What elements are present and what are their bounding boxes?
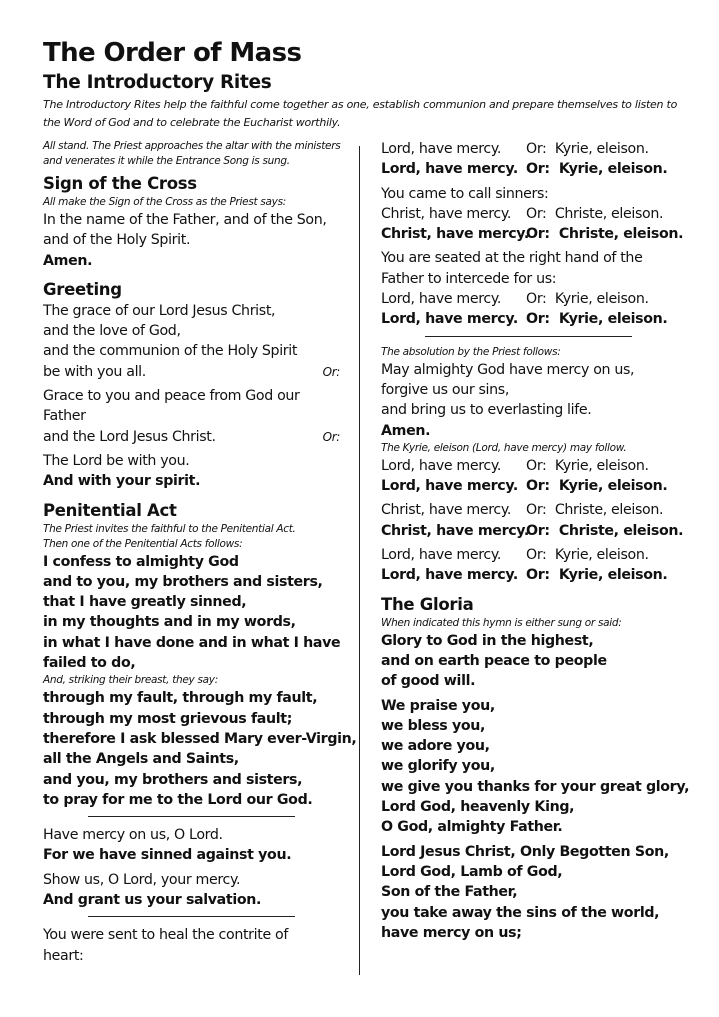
heading-penitential-act: Penitential Act bbox=[43, 500, 177, 520]
text-line: and the communion of the Holy Spirit bbox=[43, 343, 298, 360]
text-line: heart: bbox=[43, 947, 84, 964]
response-line: in what I have done and in what I have bbox=[43, 634, 341, 651]
invocation-line bbox=[381, 289, 681, 309]
rubric: All stand. The Priest approaches the altar with the ministers bbox=[43, 140, 341, 152]
text-line: and bring us to everlasting life. bbox=[381, 402, 592, 419]
invocation-line bbox=[381, 456, 681, 476]
text-span: Lord, have mercy. bbox=[381, 478, 518, 495]
rubric: Then one of the Penitential Acts follows: bbox=[43, 537, 243, 550]
or-label: Or: bbox=[322, 364, 340, 379]
or-label bbox=[526, 309, 667, 329]
text-span: Kyrie, eleison. bbox=[554, 291, 649, 308]
text-span: Christ, have mercy. bbox=[381, 502, 512, 519]
response-line: we glorify you, bbox=[381, 758, 495, 775]
text-span: Christ, have mercy. bbox=[381, 522, 529, 539]
text-line: forgive us our sins, bbox=[381, 381, 509, 398]
response-line: in my thoughts and in my words, bbox=[43, 614, 296, 631]
text-span: Kyrie, eleison. bbox=[558, 161, 668, 178]
text-line: In the name of the Father, and of the Son, bbox=[43, 212, 327, 228]
response-line: that I have greatly sinned, bbox=[43, 594, 247, 611]
response-line: and to you, my brothers and sisters, bbox=[43, 573, 323, 590]
heading-sign-of-the-cross: Sign of the Cross bbox=[43, 174, 197, 193]
text-span: Christ, have mercy. bbox=[381, 205, 512, 222]
response-line: Lord Jesus Christ, Only Begotten Son, bbox=[381, 843, 669, 860]
invocation-line bbox=[381, 204, 681, 224]
text-span: Kyrie, eleison. bbox=[558, 567, 668, 584]
text-span: Or: bbox=[526, 457, 547, 474]
rubric: The Kyrie, eleison (Lord, have mercy) may follow. bbox=[381, 441, 627, 454]
response-line: of good will. bbox=[381, 673, 476, 690]
rubric: The Priest invites the faithful to the Penitential Act. bbox=[43, 522, 296, 535]
section-rule bbox=[88, 816, 295, 817]
section-rule bbox=[425, 336, 632, 337]
left-column bbox=[43, 139, 357, 966]
text-line: Show us, O Lord, your mercy. bbox=[43, 871, 241, 888]
text-span: Or: bbox=[526, 161, 550, 178]
text-span: Christe, eleison. bbox=[554, 502, 664, 519]
or-label bbox=[526, 545, 649, 565]
response-line: we give you thanks for your great glory, bbox=[381, 778, 690, 795]
text-span: Or: bbox=[526, 567, 550, 584]
text-span: Or: bbox=[526, 522, 550, 539]
heading-gloria: The Gloria bbox=[381, 594, 474, 614]
text-span: Christe, eleison. bbox=[558, 522, 684, 539]
text-line: You were sent to heal the contrite of bbox=[43, 927, 288, 944]
or-label bbox=[526, 289, 649, 309]
text-line: and of the Holy Spirit. bbox=[43, 232, 191, 249]
text-span: Or: bbox=[526, 291, 547, 308]
response-line: to pray for me to the Lord our God. bbox=[43, 791, 313, 808]
response-line: you take away the sins of the world, bbox=[381, 904, 660, 921]
page-title: The Order of Mass bbox=[43, 38, 302, 68]
or-label bbox=[526, 500, 663, 520]
text-span: Lord, have mercy. bbox=[381, 311, 518, 328]
or-label bbox=[526, 476, 667, 496]
text-span: Lord, have mercy. bbox=[381, 141, 502, 157]
text-span: Lord, have mercy. bbox=[381, 567, 518, 584]
invocation-line bbox=[381, 545, 681, 565]
or-label: Or: bbox=[322, 429, 340, 444]
section-rule bbox=[88, 916, 295, 917]
response-line: And grant us your salvation. bbox=[43, 892, 262, 909]
response-line: Glory to God in the highest, bbox=[381, 632, 594, 649]
text-line: Have mercy on us, O Lord. bbox=[43, 827, 223, 844]
text-line bbox=[43, 362, 345, 382]
text-span: be with you all. bbox=[43, 363, 146, 380]
response-line: I confess to almighty God bbox=[43, 553, 239, 570]
text-line bbox=[43, 427, 345, 447]
or-label bbox=[526, 456, 649, 476]
intro-text: The Introductory Rites help the faithful come together as one, establish communion and prepare themselves to listen to the Word of God and to celebrate the Eucharist worthily. bbox=[43, 98, 678, 129]
response-line bbox=[381, 565, 681, 585]
text-span: Christ, have mercy. bbox=[381, 226, 529, 243]
response-line: Lord God, Lamb of God, bbox=[381, 863, 563, 880]
text-span: Kyrie, eleison. bbox=[554, 547, 649, 564]
response-line bbox=[381, 224, 684, 244]
response-line: and you, my brothers and sisters, bbox=[43, 771, 303, 788]
or-label bbox=[526, 224, 683, 244]
or-label bbox=[526, 139, 649, 159]
response-line: Lord God, heavenly King, bbox=[381, 799, 575, 816]
text-line: May almighty God have mercy on us, bbox=[381, 361, 635, 378]
text-line: Grace to you and peace from God our bbox=[43, 388, 300, 405]
section-subtitle: The Introductory Rites bbox=[43, 72, 272, 93]
or-label bbox=[526, 159, 667, 179]
text-line: The Lord be with you. bbox=[43, 452, 190, 469]
response-line bbox=[381, 476, 681, 496]
response-line bbox=[381, 521, 684, 541]
text-span: Or: bbox=[526, 502, 547, 519]
text-span: Or: bbox=[526, 311, 550, 328]
text-span: Lord, have mercy. bbox=[381, 547, 502, 564]
invocation-line bbox=[381, 139, 681, 159]
text-span: Christe, eleison. bbox=[554, 205, 664, 222]
text-line: You came to call sinners: bbox=[381, 185, 549, 202]
response-line: through my most grievous fault; bbox=[43, 710, 293, 727]
text-span: Lord, have mercy. bbox=[381, 291, 502, 308]
response-line: failed to do, bbox=[43, 655, 136, 672]
response-line: through my fault, through my fault, bbox=[43, 690, 318, 707]
response-line: Son of the Father, bbox=[381, 884, 518, 901]
or-label bbox=[526, 521, 683, 541]
heading-greeting: Greeting bbox=[43, 279, 122, 299]
response-line: And with your spirit. bbox=[43, 473, 201, 490]
column-divider bbox=[359, 146, 360, 975]
text-line: Father bbox=[43, 408, 86, 425]
text-line: You are seated at the right hand of the bbox=[381, 250, 643, 267]
text-span: Or: bbox=[526, 547, 547, 564]
or-label bbox=[526, 565, 667, 585]
rubric: and venerates it while the Entrance Song is sung. bbox=[43, 155, 290, 167]
response-line: We praise you, bbox=[381, 697, 495, 714]
text-span: Or: bbox=[526, 141, 547, 157]
text-span: Kyrie, eleison. bbox=[554, 141, 649, 157]
invocation-line bbox=[381, 500, 681, 520]
text-span: and the Lord Jesus Christ. bbox=[43, 428, 216, 445]
response-line: have mercy on us; bbox=[381, 924, 522, 941]
response-line: Amen. bbox=[43, 252, 93, 269]
response-line: For we have sinned against you. bbox=[43, 847, 292, 864]
response-line: O God, almighty Father. bbox=[381, 819, 563, 836]
text-line: Father to intercede for us: bbox=[381, 270, 557, 287]
text-span: Lord, have mercy. bbox=[381, 161, 518, 178]
rubric: The absolution by the Priest follows: bbox=[381, 345, 561, 358]
text-span: Christe, eleison. bbox=[558, 226, 684, 243]
rubric: When indicated this hymn is either sung or said: bbox=[381, 616, 622, 629]
or-label bbox=[526, 204, 663, 224]
rubric: And, striking their breast, they say: bbox=[43, 674, 218, 687]
text-span: Or: bbox=[526, 205, 547, 222]
text-span: Kyrie, eleison. bbox=[554, 457, 649, 474]
rubric: All make the Sign of the Cross as the Priest says: bbox=[43, 196, 286, 208]
response-line: we bless you, bbox=[381, 717, 486, 734]
text-line: The grace of our Lord Jesus Christ, bbox=[43, 302, 276, 319]
response-line: we adore you, bbox=[381, 738, 490, 755]
response-line: Amen. bbox=[381, 422, 431, 439]
response-line: all the Angels and Saints, bbox=[43, 751, 239, 768]
text-span: Kyrie, eleison. bbox=[558, 478, 668, 495]
right-column bbox=[381, 139, 690, 943]
text-line: and the love of God, bbox=[43, 323, 181, 340]
response-line bbox=[381, 159, 681, 179]
text-span: Kyrie, eleison. bbox=[558, 311, 668, 328]
response-line: therefore I ask blessed Mary ever-Virgin, bbox=[43, 730, 357, 747]
response-line bbox=[381, 309, 681, 329]
text-span: Or: bbox=[526, 226, 550, 243]
text-span: Lord, have mercy. bbox=[381, 457, 502, 474]
text-span: Or: bbox=[526, 478, 550, 495]
response-line: and on earth peace to people bbox=[381, 652, 607, 669]
